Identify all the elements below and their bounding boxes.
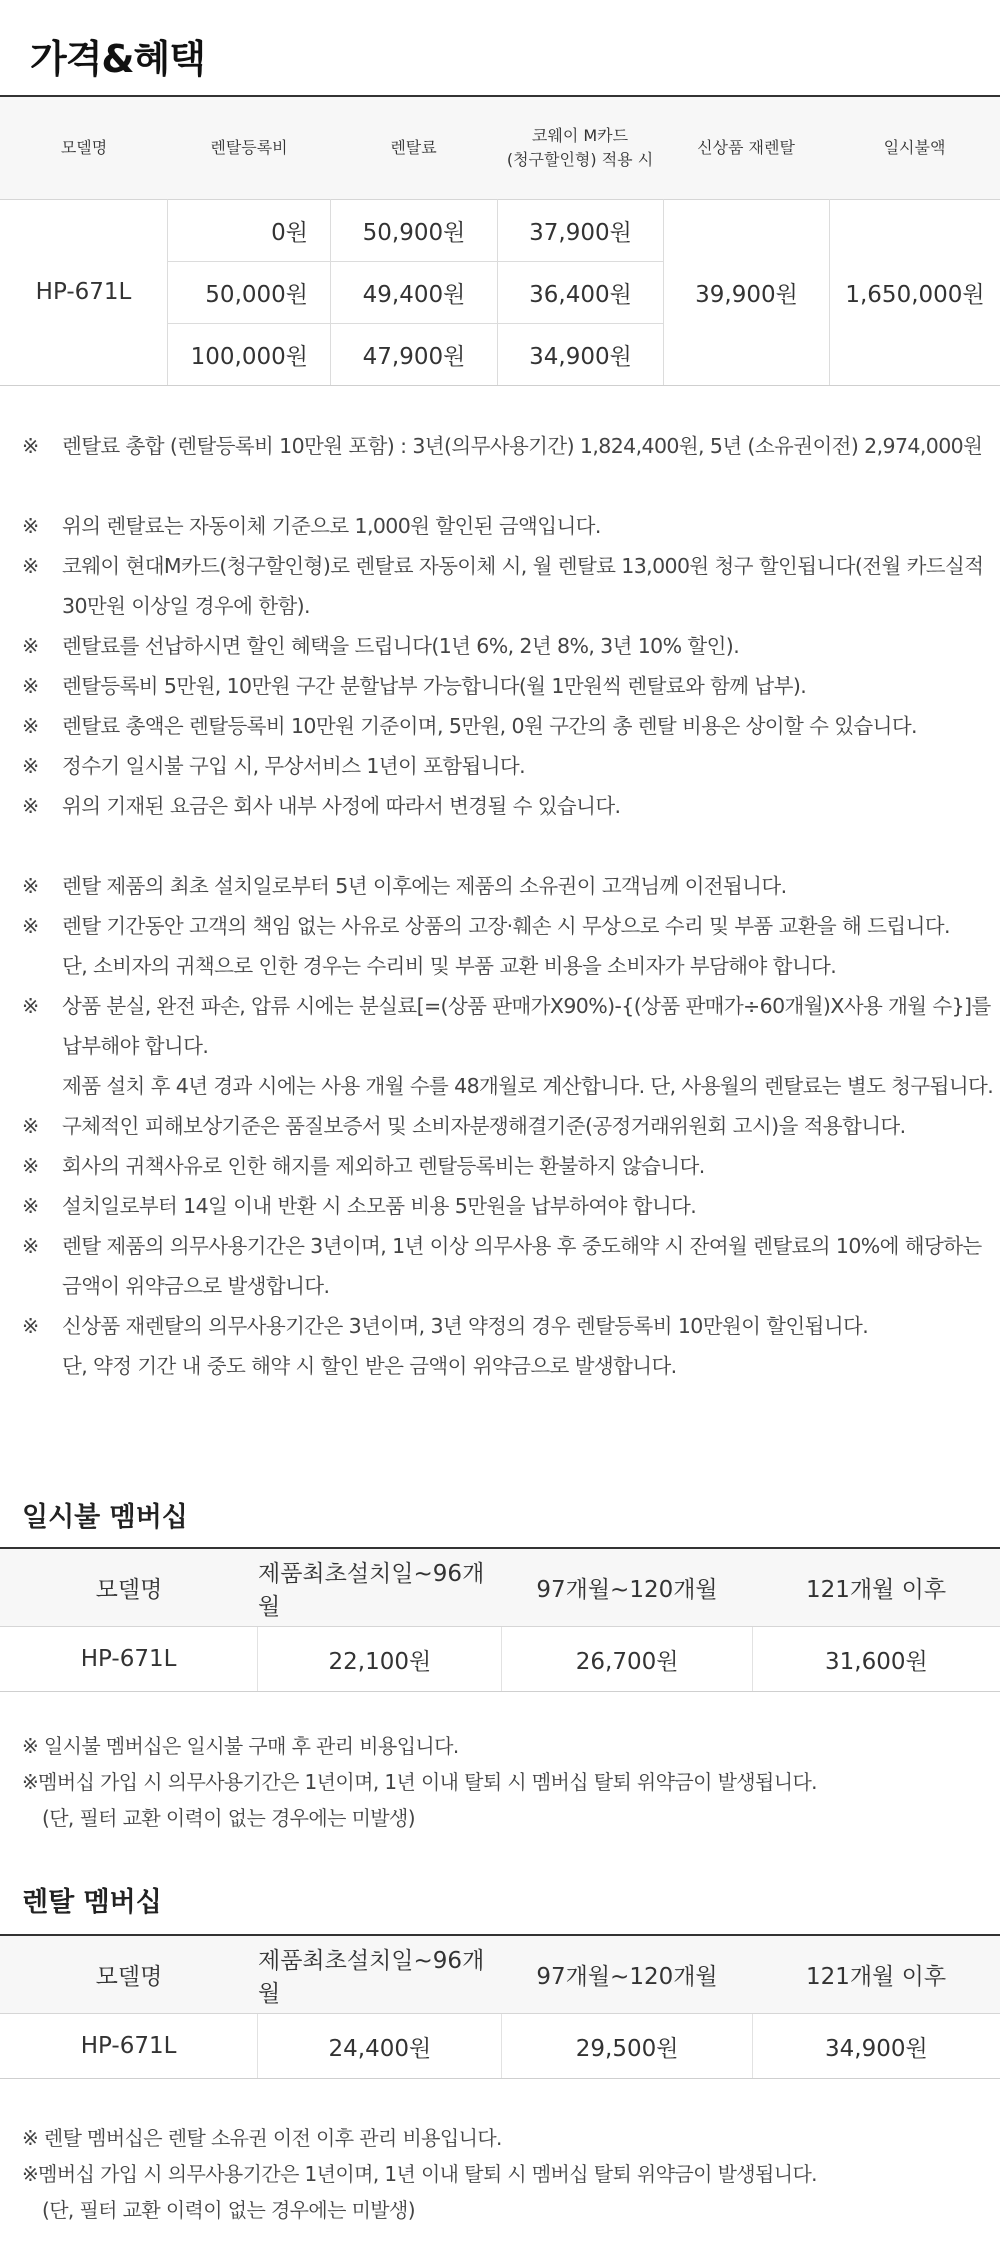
lump-membership-notes (22, 1728, 982, 1836)
price-cell: 22,100원 (258, 1627, 502, 1691)
rental-fee-cell: 47,900원 (362, 344, 466, 370)
header-model: 모델명 (60, 138, 108, 157)
rental-membership-table (0, 1934, 1000, 2079)
header-rental-fee: 렌탈료 (390, 138, 437, 157)
note-continuation: 단, 소비자의 귀책으로 인한 경우는 수리비 및 부품 교환 비용을 소비자가 부담해야 합니다. (62, 954, 837, 978)
note-mark: ※ (22, 714, 39, 738)
membership-note: ※멤버십 가입 시 의무사용기간은 1년이며, 1년 이내 탈퇴 시 멤버십 탈퇴 위약금이 발생됩니다. (22, 1770, 817, 1794)
note-item (22, 666, 982, 706)
note-text: 설치일로부터 14일 이내 반환 시 소모품 비용 5만원을 납부하여야 합니다. (62, 1194, 697, 1218)
note-continuation: 단, 약정 기간 내 중도 해약 시 할인 받은 금액이 위약금으로 발생합니다. (62, 1354, 677, 1378)
note-item (22, 1226, 982, 1266)
header-new-rerental: 신상품 재렌탈 (697, 138, 795, 157)
note-item (22, 1186, 982, 1226)
note-text: 렌탈료 총액은 렌탈등록비 10만원 기준이며, 5만원, 0원 구간의 총 렌탈 비용은 상이할 수 있습니다. (62, 714, 917, 738)
note-item (22, 426, 982, 466)
header-period-2: 97개월~120개월 (536, 1964, 718, 1990)
note-item (22, 866, 982, 906)
note-continuation: 30만원 이상일 경우에 한함). (62, 594, 310, 618)
header-model: 모델명 (95, 1577, 163, 1603)
note-mark: ※ (22, 514, 39, 538)
reg-fee-cell: 0원 (271, 219, 308, 246)
header-period-2: 97개월~120개월 (536, 1577, 718, 1603)
note-item (22, 786, 982, 826)
note-continuation: 제품 설치 후 4년 경과 시에는 사용 개월 수를 48개월로 계산합니다. 단, 사용월의 렌탈료는 별도 청구됩니다. (62, 1074, 994, 1098)
lump-sum-cell: 1,650,000원 (845, 281, 985, 308)
rental-fee-cell: 50,900원 (362, 219, 466, 246)
note-mark: ※ (22, 634, 39, 658)
note-mark: ※ (22, 914, 39, 938)
rental-membership-title: 렌탈 멤버십 (22, 1887, 162, 1918)
note-item (22, 546, 982, 586)
note-text: 렌탈 제품의 의무사용기간은 3년이며, 1년 이상 의무사용 후 중도해약 시 잔여월 렌탈료의 10%에 해당하는 (62, 1234, 982, 1258)
note-mark: ※ (22, 1314, 39, 1338)
note-text: 렌탈 제품의 최초 설치일로부터 5년 이후에는 제품의 소유권이 고객님께 이전됩니다. (62, 874, 787, 898)
reg-fee-cell: 100,000원 (190, 344, 308, 370)
note-mark: ※ (22, 434, 39, 458)
note-continuation: 금액이 위약금으로 발생합니다. (62, 1274, 330, 1298)
note-text: 신상품 재렌탈의 의무사용기간은 3년이며, 3년 약정의 경우 렌탈등록비 10만원이 할인됩니다. (62, 1314, 869, 1338)
membership-note: (단, 필터 교환 이력이 없는 경우에는 미발생) (42, 2198, 415, 2222)
note-mark: ※ (22, 674, 39, 698)
note-text: 코웨이 현대M카드(청구할인형)로 렌탈료 자동이체 시, 월 렌탈료 13,000원 청구 할인됩니다(전월 카드실적 (62, 554, 984, 578)
reg-fee-cell: 50,000원 (205, 282, 308, 308)
note-item (22, 1106, 982, 1146)
rental-fee-cell: 49,400원 (362, 282, 466, 308)
header-period-3: 121개월 이후 (805, 1577, 947, 1603)
note-item (22, 706, 982, 746)
note-text: 정수기 일시불 구입 시, 무상서비스 1년이 포함됩니다. (62, 754, 526, 778)
note-text: 렌탈료를 선납하시면 할인 혜택을 드립니다(1년 6%, 2년 8%, 3년 10% 할인). (62, 634, 740, 658)
note-mark: ※ (22, 1194, 39, 1218)
table-row (0, 2014, 1000, 2078)
header-card-line2: (청구할인형) 적용 시 (506, 150, 654, 169)
price-table (0, 95, 1000, 386)
note-item (22, 1146, 982, 1186)
header-card-discount (497, 97, 663, 199)
note-item (22, 906, 982, 946)
table-row (0, 1627, 1000, 1691)
model-cell: HP-671L (0, 2014, 258, 2078)
note-mark: ※ (22, 794, 39, 818)
new-rerental-cell: 39,900원 (695, 281, 798, 308)
note-text: 상품 분실, 완전 파손, 압류 시에는 분실료[=(상품 판매가X90%)-{(상품 판매가÷60개월)X사용 개월 수}]를 (62, 994, 991, 1018)
note-text: 렌탈 기간동안 고객의 책임 없는 사유로 상품의 고장·훼손 시 무상으로 수리 및 부품 교환을 해 드립니다. (62, 914, 950, 938)
price-cell: 24,400원 (258, 2014, 502, 2078)
rental-membership-notes (22, 2120, 982, 2228)
note-item (22, 986, 991, 1026)
note-mark: ※ (22, 874, 39, 898)
note-mark: ※ (22, 994, 39, 1018)
note-item (22, 746, 982, 786)
note-continuation: 납부해야 합니다. (62, 1034, 209, 1058)
price-cell: 29,500원 (502, 2014, 752, 2078)
header-period-3: 121개월 이후 (805, 1964, 947, 1990)
note-mark: ※ (22, 754, 39, 778)
card-price-cell: 36,400원 (529, 282, 632, 308)
header-period-1: 제품최초설치일~96개월 (258, 1560, 485, 1620)
price-cell: 31,600원 (825, 1648, 928, 1675)
page-title: 가격&혜택 (30, 37, 205, 81)
note-text: 회사의 귀책사유로 인한 해지를 제외하고 렌탈등록비는 환불하지 않습니다. (62, 1154, 705, 1178)
note-item (22, 506, 982, 546)
note-mark: ※ (22, 1114, 39, 1138)
model-cell: HP-671L (35, 279, 132, 305)
membership-note: ※ 렌탈 멤버십은 렌탈 소유권 이전 이후 관리 비용입니다. (22, 2126, 502, 2150)
note-text: 구체적인 피해보상기준은 품질보증서 및 소비자분쟁해결기준(공정거래위원회 고시)을 적용합니다. (62, 1114, 906, 1138)
membership-note: ※ 일시불 멤버십은 일시불 구매 후 관리 비용입니다. (22, 1734, 459, 1758)
price-table-header (0, 97, 1000, 200)
table-header-row (0, 1549, 1000, 1627)
note-text: 렌탈료 총합 (렌탈등록비 10만원 포함) : 3년(의무사용기간) 1,824,400원, 5년 (소유권이전) 2,974,000원 (62, 434, 983, 458)
table-header-row (0, 1936, 1000, 2014)
note-mark: ※ (22, 554, 39, 578)
header-period-1: 제품최초설치일~96개월 (258, 1947, 485, 2007)
note-mark: ※ (22, 1154, 39, 1178)
note-text: 위의 기재된 요금은 회사 내부 사정에 따라서 변경될 수 있습니다. (62, 794, 621, 818)
header-reg-fee: 렌탈등록비 (210, 138, 288, 157)
lump-membership-table (0, 1547, 1000, 1692)
model-cell: HP-671L (0, 1627, 258, 1691)
membership-note: ※멤버십 가입 시 의무사용기간은 1년이며, 1년 이내 탈퇴 시 멤버십 탈퇴 위약금이 발생됩니다. (22, 2162, 817, 2186)
lump-membership-title: 일시불 멤버십 (22, 1502, 188, 1533)
note-text: 위의 렌탈료는 자동이체 기준으로 1,000원 할인된 금액입니다. (62, 514, 601, 538)
note-item (22, 626, 982, 666)
price-cell: 26,700원 (502, 1627, 752, 1691)
price-notes (22, 426, 994, 1386)
note-item (22, 1306, 982, 1346)
header-card-line1: 코웨이 M카드 (531, 126, 629, 145)
note-text: 렌탈등록비 5만원, 10만원 구간 분할납부 가능합니다(월 1만원씩 렌탈료와 함께 납부). (62, 674, 807, 698)
price-cell: 34,900원 (825, 2035, 928, 2062)
card-price-cell: 37,900원 (529, 219, 632, 246)
membership-note: (단, 필터 교환 이력이 없는 경우에는 미발생) (42, 1806, 415, 1830)
header-model: 모델명 (95, 1964, 163, 1990)
note-mark: ※ (22, 1234, 39, 1258)
card-price-cell: 34,900원 (529, 344, 632, 370)
header-lump-sum: 일시불액 (883, 138, 946, 157)
